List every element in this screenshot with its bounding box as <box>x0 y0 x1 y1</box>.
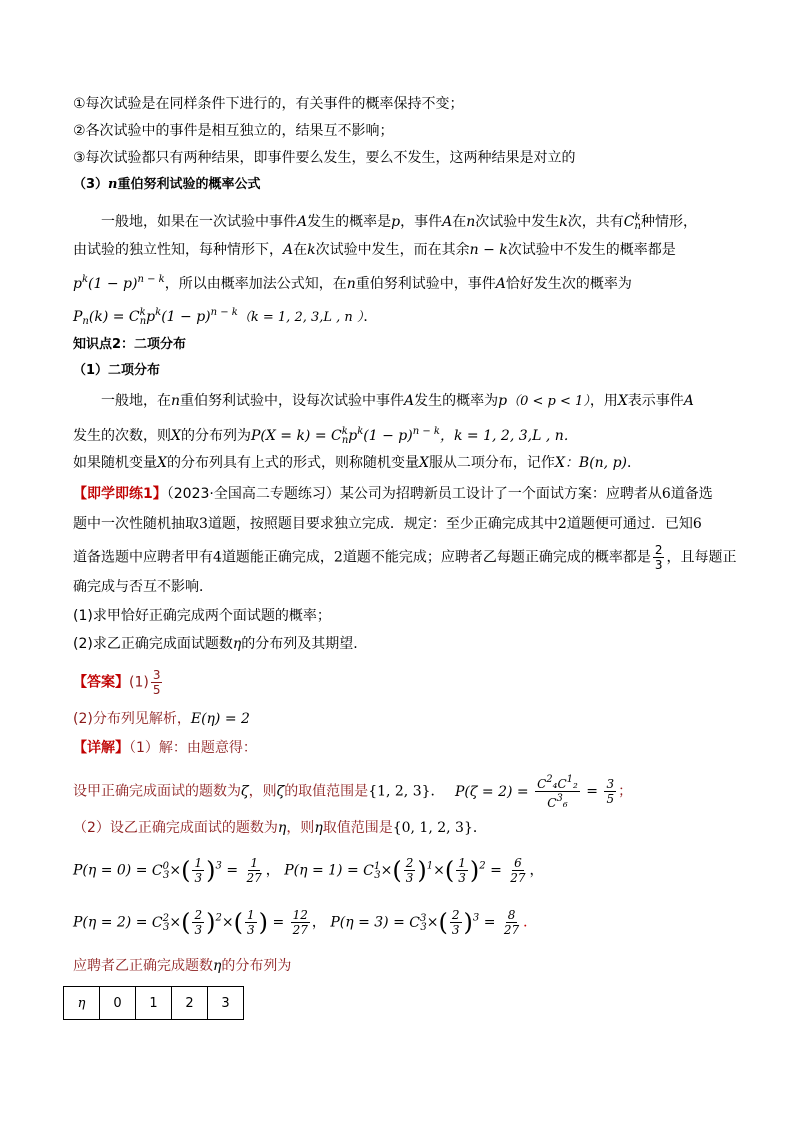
table-cell: 1 <box>136 987 172 1020</box>
table-cell: 2 <box>172 987 208 1020</box>
condition-3: ③每次试验都只有两种结果，即事件要么发生，要么不发生，这两种结果是对立的 <box>73 150 576 166</box>
exercise-line-4: 确完成与否互不影响． <box>73 579 213 595</box>
distribution-table <box>63 986 244 1020</box>
prob-eta-0-1: $P(\eta = 0) = C^0_3\times$( $\frac{1}{3}$ )$^3$ = $\frac{1}{27}$ ， $P(\eta = 1) = C^1_3\times$( $\frac{2}{3}$ )$^1$×( $\frac{1}{3}$ )$^2$ = $\frac{6}{27}$ ， <box>73 856 544 885</box>
detail-line-3: （2）设乙正确完成面试的题数为η，则η取值范围是{0, 1, 2, 3}． <box>73 820 487 836</box>
paragraph-2-line-1: 一般地，在n重伯努利试验中，设每次试验中事件A发生的概率为p（0 < p < 1），用X表示事件A <box>101 393 694 409</box>
prob-eta-2-3: $P(\eta = 2) = C^2_3\times$( $\frac{2}{3}$ )$^2$×( $\frac{1}{3}$ ) = $\frac{12}{27}$ ， $P(\eta = 3) = C^3_3\times$( $\frac{2}{3}$ )$^3$ = $\frac{8}{27}$ ． <box>73 908 538 937</box>
section-3-heading: （3）n重伯努利试验的概率公式 <box>73 177 261 192</box>
paragraph-1-line-2: 由试验的独立性知，每种情形下，A在k次试验中发生，而在其余n − k次试验中不发生的概率都是 <box>73 242 676 258</box>
distribution-label: 应聘者乙正确完成题数η的分布列为 <box>73 958 292 974</box>
paragraph-1-line-1: 一般地，如果在一次试验中事件A发生的概率是p，事件A在n次试验中发生k次，共有$C^k_n$种情形， <box>101 212 697 232</box>
paragraph-2-line-3: 如果随机变量X的分布列具有上式的形式，则称随机变量X服从二项分布，记作X：B(n, p)． <box>73 455 641 471</box>
exercise-line-3: 道备选题中应聘者甲有4道题能正确完成，2道题不能完成；应聘者乙每题正确完成的概率都是 $\frac{2}{3}$ ，且每题正 <box>73 543 737 572</box>
answer-line-2: (2)分布列见解析，E(η) = 2 <box>73 711 250 727</box>
table-cell: η <box>64 987 100 1020</box>
detail-line-2: 设甲正确完成面试的题数为ζ，则ζ的取值范围是{1, 2, 3}． P(ζ = 2) = $\frac{C^2_4C^1_2}{C^3_6}$ = $\frac{3}{5}$ ； <box>73 774 633 810</box>
condition-2: ②各次试验中的事件是相互独立的，结果互不影响； <box>73 123 394 139</box>
detail-line-1: 【详解】（1）解：由题意得： <box>73 740 257 756</box>
subsection-binomial-heading: （1）二项分布 <box>73 363 161 378</box>
exercise-question-1: (1)求甲恰好正确完成两个面试题的概率； <box>73 608 331 624</box>
knowledge-point-2-heading: 知识点2：二项分布 <box>73 337 187 352</box>
exercise-question-2: (2)求乙正确完成面试题数η的分布列及其期望. <box>73 636 358 652</box>
condition-1: ①每次试验是在同样条件下进行的，有关事件的概率保持不变； <box>73 96 464 112</box>
exercise-line-2: 题中一次性随机抽取3道题，按照题目要求独立完成．规定：至少正确完成其中2道题便可通过．已知6 <box>73 516 702 532</box>
paragraph-2-line-2: 发生的次数，则X的分布列为$P(X = k) = C^k_np^k(1 - p)^{n - k}$，k = 1, 2, 3,L , n． <box>73 426 578 446</box>
table-row <box>64 987 244 1020</box>
exercise-line-1: 【即学即练1】（2023·全国高二专题练习）某公司为招聘新员工设计了一个面试方案：应聘者从6道备选 <box>73 486 713 502</box>
table-cell: 0 <box>100 987 136 1020</box>
binomial-formula-line: $P_n(k) = C^k_np^k(1 - p)^{n - k}(k = 1$, 2, 3,L , n ）． <box>73 307 378 327</box>
exercise-tag: 【即学即练1】 <box>73 486 167 502</box>
table-cell: 3 <box>208 987 244 1020</box>
answer-line-1: 【答案】(1) $\frac{3}{5}$ <box>73 668 161 697</box>
paragraph-1-line-3: $p^k(1 - p)^{n - k}$，所以由概率加法公式知，在n重伯努利试验中，事件A恰好发生次的概率为 <box>73 274 632 292</box>
